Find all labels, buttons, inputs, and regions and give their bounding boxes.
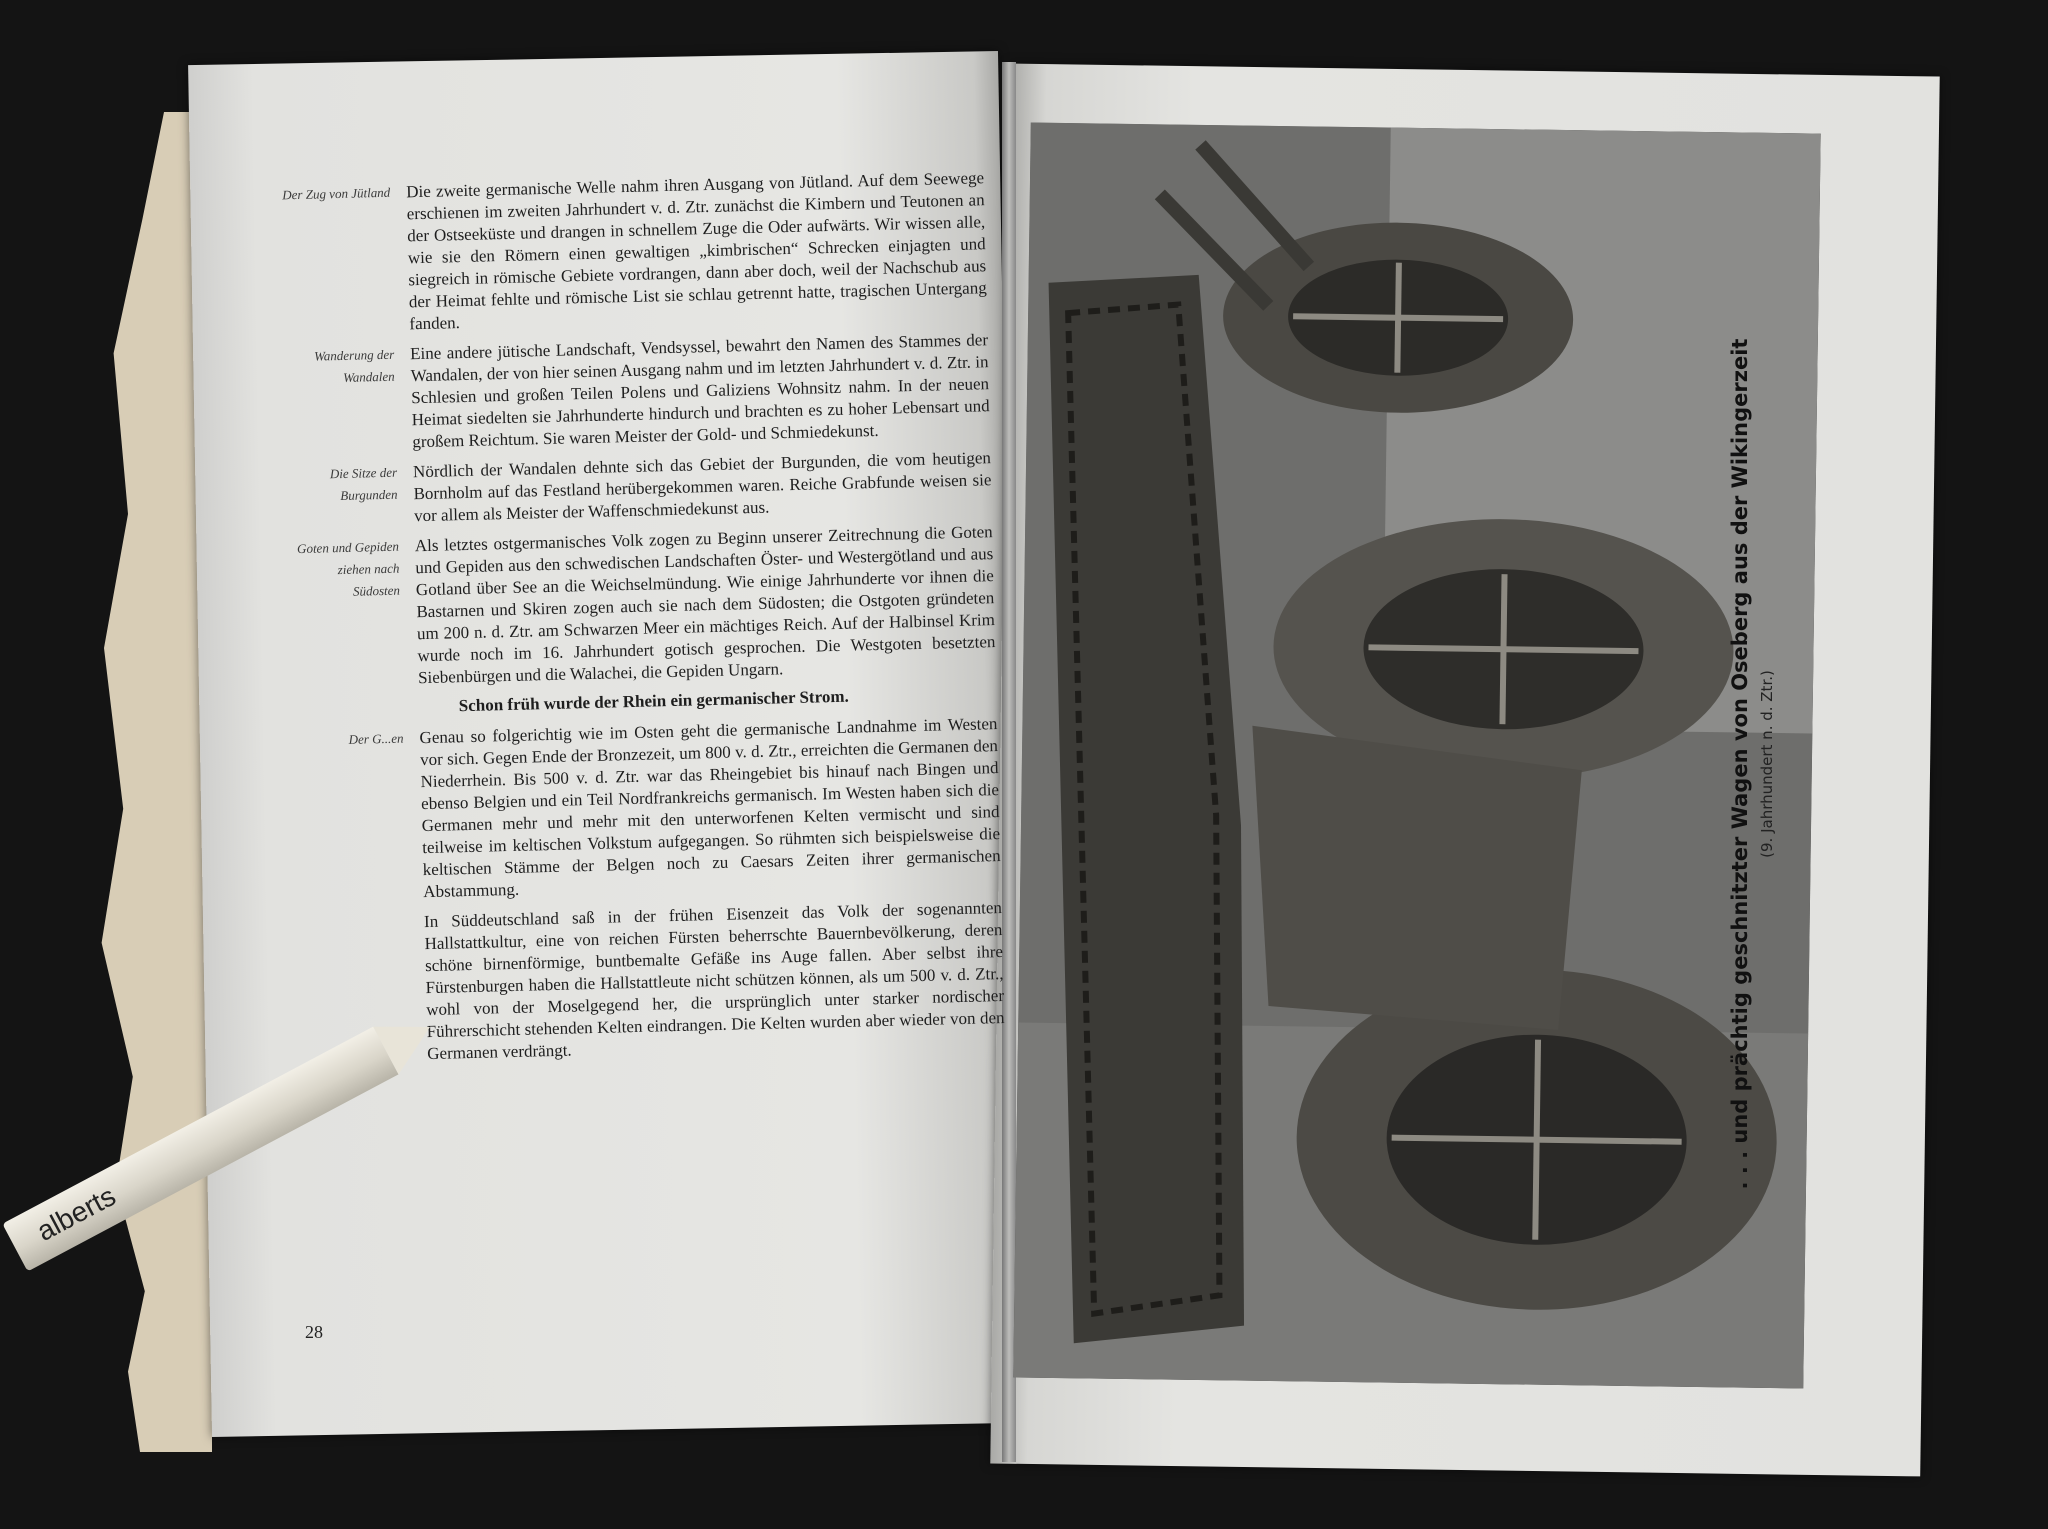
section-wandalen: [220, 329, 1002, 458]
section-subheading: Schon früh wurde der Rhein ein germanischer Strom.: [458, 686, 849, 716]
section-rhein: [229, 713, 1013, 908]
margin-note: Goten und Gepiden ziehen nach Südosten: [296, 538, 401, 599]
margin-note: [300, 912, 408, 915]
caption-sub: (9. Jahrhundert n. d. Ztr.): [1758, 670, 1776, 858]
paragraph: Genau so folgerichtig wie im Osten geht die germanische Landnahme im Westen vor sich. Gegen Ende der Bronzezeit, um 800 v. d. Ztr., erreichten die Germanen den Niederrhein. Bis 500 v. d. Ztr. war das Rheingebiet bis hinauf nach Bingen und ebenso Belgien und ein Teil Nordfrankreichs germanisch. Im Westen haben sich die Germanen mehr und mehr mit den unterworfenen Kelten vermischt und sind teilweise im keltischen Volkstum aufgegangen. So rühmten sich beispielsweise die keltischen Stämme der Belgen noch zu Caesars Zeiten ihrer germanischen Abstammung.: [419, 714, 1001, 902]
pencil-label: alberts: [31, 1180, 121, 1247]
paragraph: Nördlich der Wandalen dehnte sich das Gebiet der Burgunden, die vom heutigen Bornholm auf das Festland herübergekommen waren. Reiche Grabfunde weisen sie vor allem als Meister der Waffenschmiedekunst aus.: [412, 448, 992, 526]
margin-note: Der G...en: [348, 730, 404, 747]
paragraph: Als letztes ostgermanisches Volk zogen zu Beginn unserer Zeitrechnung die Goten und Gepiden aus den schwedischen Landschaften Öster- und Westergötland und aus Gotland über See an die Weichselmündung. Wie einige Jahrhunderte vor ihnen die Bastarnen und Skiren zogen auch sie nach dem Südosten; die Ostgoten gründeten um 200 n. d. Ztr. am Schwarzen Meer ein mächtiges Reich. Auf der Halbinsel Krim wurde noch im 16. Jahrhundert gotisch gesprochen. Die Westgoten besetzten Siebenbürgen und die Walachei, die Gepiden Ungarn.: [414, 522, 996, 688]
page-number: 28: [305, 1322, 323, 1342]
photo-caption: [1728, 264, 1776, 1264]
margin-note: Der Zug von Jütland: [282, 184, 391, 203]
margin-note: Wanderung der Wandalen: [313, 346, 395, 385]
section-goten: [225, 521, 1009, 694]
paragraph: Die zweite germanische Welle nahm ihren Ausgang von Jütland. Auf dem Seewege erschienen im zweiten Jahrhundert v. d. Ztr. zunächst die Kimbern und Teutonen an der Ostseeküste und drangen in schnellem Zuge die Oder aufwärts. Wir wissen alle, wie sie den Römern einen gewaltigen „kimbrischen“ Schrecken einjagten und siegreich in römische Gebiete vordrangen, dann aber doch, weil der Nachschub aus der Heimat fehlte und römische List sie schlau getrennt hatte, tragischen Untergang fanden.: [405, 168, 987, 334]
section-jutland: [216, 167, 1000, 340]
oseberg-wagon-photo: [1013, 123, 1820, 1389]
left-page-text: [216, 167, 1018, 1078]
margin-note: Die Sitze der Burgunden: [329, 464, 398, 504]
paragraph: In Süddeutschland saß in der frühen Eisenzeit das Volk der sogenannten Hallstattkultur, eine von reichen Fürsten beherrschte Bauernbevölkerung, deren schöne birnenförmige, buntbemalte Gefäße ins Auge fallen. Aber selbst ihre Fürstenburgen haben die Hallstattleute nicht schützen können, als um 500 v. d. Ztr., wohl von der Moselgegend her, die ursprünglich unter starker nordischer Führerschicht stehenden Kelten eindrangen. Die Kelten wurden aber wieder von den Germanen verdrängt.: [423, 898, 1005, 1064]
section-burgunden: [223, 447, 1004, 532]
paragraph: Eine andere jütische Landschaft, Vendsyssel, bewahrt den Namen des Stammes der Wandalen, der von hier seinen Ausgang nahm und im letzten Jahrhundert v. d. Ztr. in Schlesien und großen Teilen Polens und Galiziens Wohnsitz nahm. In der neuen Heimat siedelten sie Jahrhunderte hindurch und brachten es zu hoher Lebensart und großem Reichtum. Sie waren Meister der Gold- und Schmiedekunst.: [409, 330, 990, 452]
caption-main: . . . und prächtig geschnitzter Wagen von Oseberg aus der Wikingerzeit: [1728, 338, 1752, 1190]
wagon-illustration: [1013, 123, 1820, 1389]
